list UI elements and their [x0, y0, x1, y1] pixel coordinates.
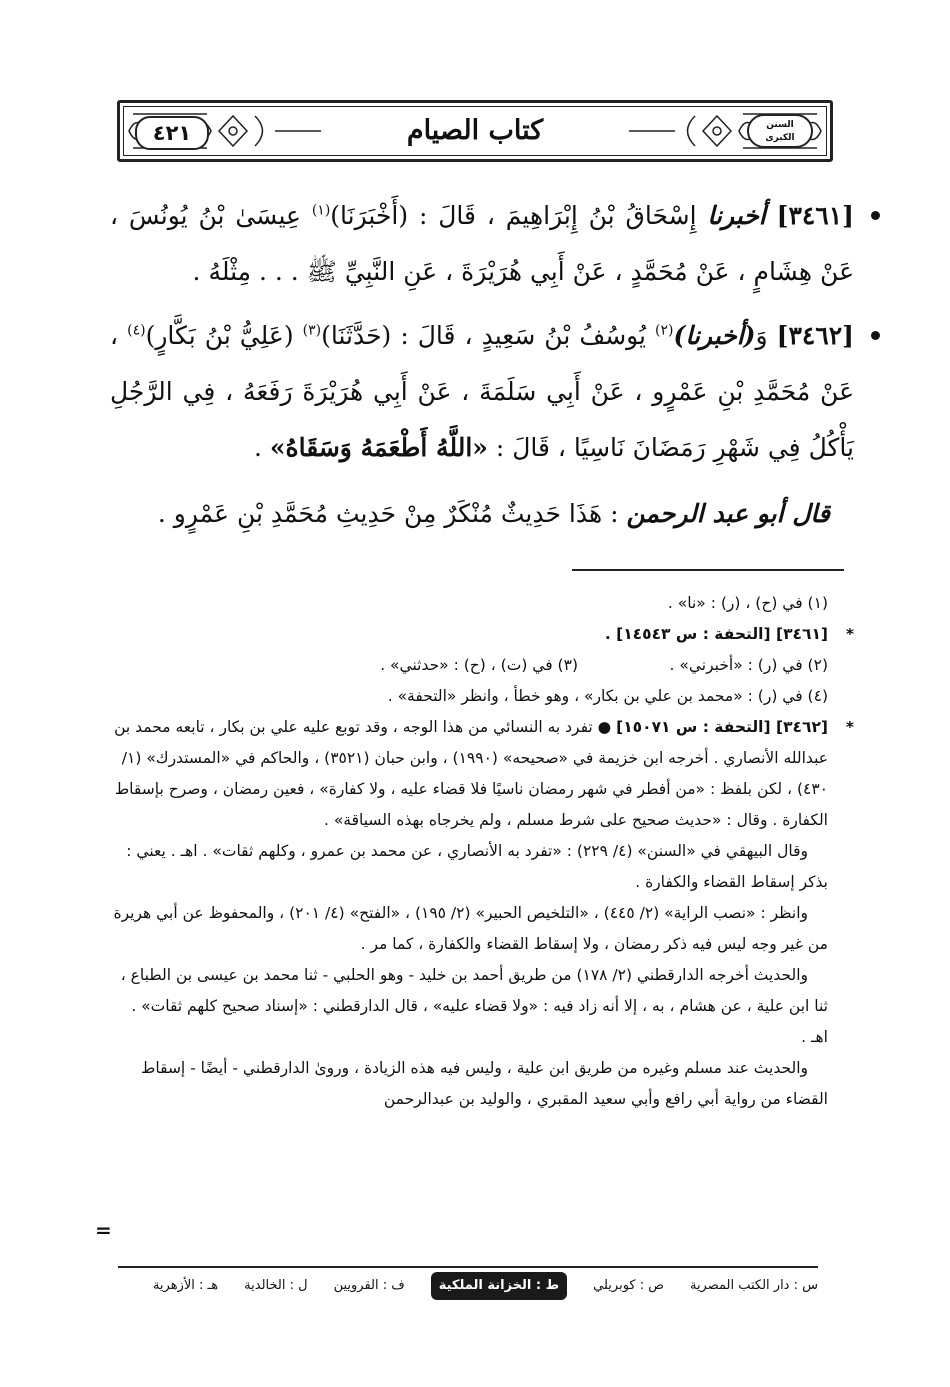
continuation-mark: = [95, 1218, 112, 1242]
legend-sad: ص : كوبريلي [593, 1278, 664, 1293]
legend-ha: هـ : الأزهرية [152, 1278, 219, 1293]
author-name: قال أبو عبد الرحمن [626, 499, 830, 528]
hadith-text: . [253, 433, 270, 462]
hadith-text: عِيسَىٰ بْنُ يُونُسَ ، عَنْ هِشَامٍ ، عَنْ مُحَمَّدٍ ، عَنْ أَبِي هُرَيْرَةَ ، عَنِ النَّبِيِّ ﷺ . . . مِثْلَهُ . [110, 201, 854, 286]
hadith-text: (عَلِيُّ بْنُ بَكَّارٍ) [145, 321, 303, 350]
prophetic-quote: «اللَّهُ أَطْعَمَهُ وَسَقَاهُ» [269, 433, 488, 462]
narration-word: أخبرنا [707, 201, 766, 230]
asterisk-icon: * [845, 718, 854, 736]
takhrij-muslim: والحديث عند مسلم وغيره من طريق ابن علية ، وليس فيه هذه الزيادة ، وروىٰ الدارقطني - أيضًا - إسقاط القضاء من رواية أبي رافع وأبي سعيد المقبري ، والوليد بن عبدالرحمن [141, 1059, 828, 1108]
hadith-text: وَ [755, 321, 777, 350]
takhrij-3461 [110, 619, 854, 650]
takhrij-see-also: وانظر : «نصب الراية» (٢/ ٤٤٥) ، «التلخيص الحبير» (٢/ ١٩٥) ، «الفتح» (٤/ ٢٠١) ، والمحفوظ عن أبي هريرة من غير وجه ليس فيه ذكر رمضان ، ولا إسقاط القضاء والكفارة ، كما مر . [113, 904, 828, 953]
author-comment-text: : هَذَا حَدِيثٌ مُنْكَرٌ مِنْ حَدِيثِ مُحَمَّدِ بْنِ عَمْرٍو . [157, 499, 627, 528]
footnote-ref[interactable]: (٤) [127, 322, 146, 339]
legend-s: س : دار الكتب المصرية [689, 1278, 818, 1293]
takhrij-daraqutni: والحديث أخرجه الدارقطني (٢/ ١٧٨) من طريق أحمد بن خليد - وهو الحلبي - ثنا محمد بن عيسى بن الطباع ، ثنا ابن علية ، عن هشام ، به ، إلا أنه زاد فيه : «ولا قضاء عليه» ، قال الدارقطني : «إسناد صحيح كلهم ثقات» . اهـ . [120, 966, 828, 1046]
legend-separator [118, 1266, 818, 1268]
takhrij-text: ● تفرد به النسائي من هذا الوجه ، وقد توبع عليه علي بن بكار ، تابعه محمد بن عبدالله الأنصاري . أخرجه ابن خزيمة في «صحيحه» (١٩٩٠) ، وابن حبان (٣٥٢١) ، والحاكم في «المستدرك» (١/ ٤٣٠) ، لكن بلفظ : «من أفطر في شهر رمضان ناسيًا فلا قضاء عليه ، ولا كفارة» ، فعين رمضان ، وصرح بإسقاط الكفارة . وقال : «حديث صحيح على شرط مسلم ، ولم يخرجاه بهذه السياقة» . [114, 718, 828, 829]
logo-line-1: السنن [766, 120, 794, 130]
hadith-number: [٣٤٦٢] [776, 321, 855, 350]
main-text [110, 188, 854, 542]
footnotes [110, 588, 854, 1115]
footnotes-2-3 [110, 650, 854, 681]
author-comment [110, 486, 854, 542]
hadith-text: ، عَنْ مُحَمَّدِ بْنِ عَمْرٍو ، عَنْ أَبِي سَلَمَةَ ، عَنْ أَبِي هُرَيْرَةَ رَفَعَهُ ، فِي الرَّجُلِ يَأْكُلُ فِي شَهْرِ رَمَضَانَ نَاسِيًا ، قَالَ : [110, 321, 854, 462]
takhrij-ref: [٣٤٦٢] [التحفة : س ١٥٠٧١] [616, 718, 828, 736]
footnote-separator [572, 569, 844, 571]
right-bracket-ornament-icon [625, 108, 735, 154]
logo-line-2: الكبرى [765, 133, 795, 143]
footnote-3: (٣) في (ت) ، (ح) : «حدثني» . [380, 656, 578, 674]
page-header [117, 100, 833, 162]
hadith-text: إِسْحَاقُ بْنُ إِبْرَاهِيمَ ، قَالَ : (أَخْبَرَنَا) [330, 201, 708, 230]
takhrij-bayhaqi: وقال البيهقي في «السنن» (٤/ ٢٢٩) : «تفرد به الأنصاري ، عن محمد بن عمرو ، وكلهم ثقات» . اهـ . يعني : بذكر إسقاط القضاء والكفارة . [126, 842, 828, 891]
chapter-title: كتاب الصيام [406, 115, 544, 146]
takhrij-3462 [110, 712, 854, 836]
left-bracket-ornament-icon [215, 108, 325, 154]
hadith-number: [٣٤٦١] [776, 201, 855, 230]
bullet-icon [871, 211, 880, 220]
book-logo [747, 114, 813, 148]
legend-fa: ف : القرويين [333, 1278, 405, 1293]
narration-word: (أخبرنا) [673, 321, 756, 350]
footnote-1: (١) في (ح) ، (ر) : «نا» . [667, 594, 828, 612]
takhrij-ref: [٣٤٦١] [التحفة : س ١٤٥٤٣] . [604, 625, 828, 643]
hadith-text: يُوسُفُ بْنُ سَعِيدٍ ، قَالَ : (حَدَّثَنَا) [321, 321, 656, 350]
footnote-ref[interactable]: (١) [311, 202, 331, 219]
hadith-3462 [110, 308, 854, 476]
manuscript-legend [128, 1272, 818, 1300]
bullet-icon [871, 331, 880, 340]
legend-lam: ل : الخالدية [244, 1278, 308, 1293]
footnote-2: (٢) في (ر) : «أخبرني» . [669, 656, 828, 674]
legend-ta: ط : الخزانة الملكية [431, 1272, 567, 1300]
page-number: ٤٢١ [135, 116, 209, 150]
footnote-ref[interactable]: (٣) [302, 322, 322, 339]
footnote-4: (٤) في (ر) : «محمد بن علي بن بكار» ، وهو خطأ ، وانظر «التحفة» . [387, 687, 828, 705]
hadith-3461 [110, 188, 854, 300]
asterisk-icon: * [845, 625, 854, 643]
footnote-ref[interactable]: (٢) [655, 322, 674, 339]
